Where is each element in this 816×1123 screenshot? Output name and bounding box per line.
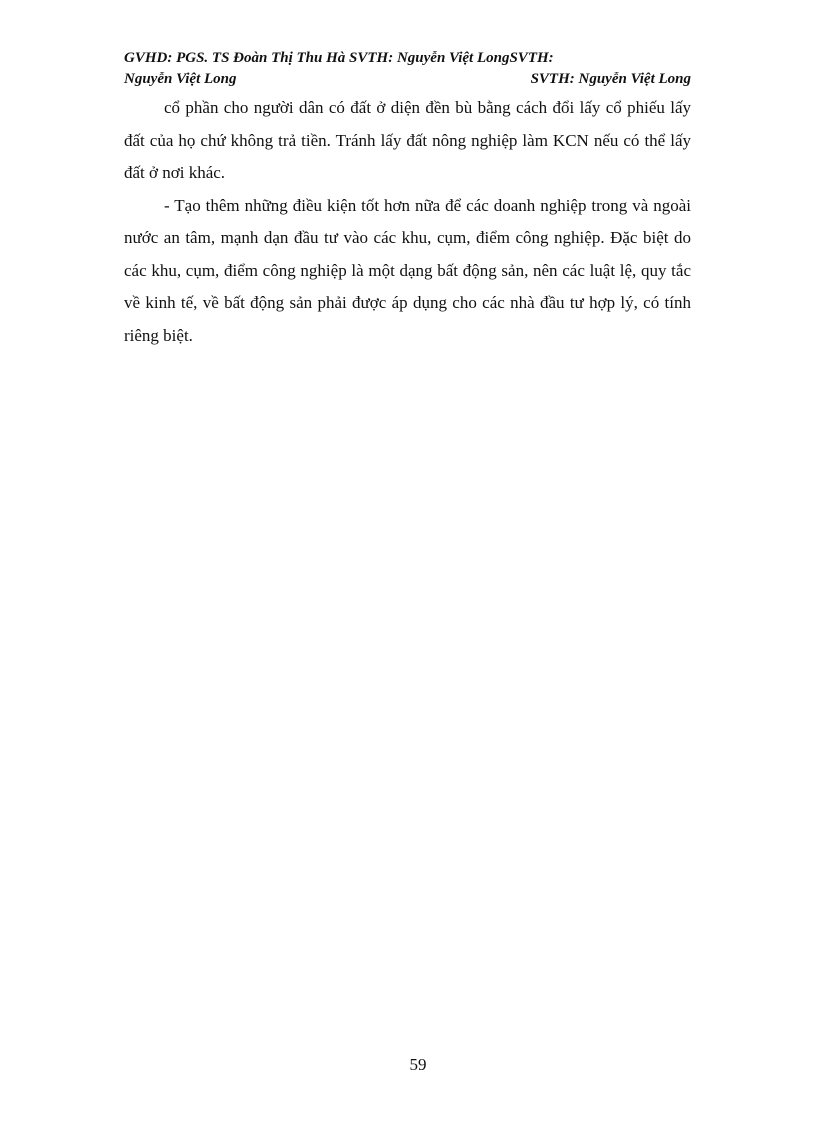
page-header [124,48,691,90]
header-advisor-line: GVHD: PGS. TS Đoàn Thị Thu Hà SVTH: Nguyễn Việt LongSVTH: [124,50,554,66]
body-paragraph-bullet: - Tạo thêm những điều kiện tốt hơn nữa để các doanh nghiệp trong và ngoài nước an tâm, mạnh dạn đầu tư vào các khu, cụm, điểm công nghiệp. Đặc biệt do các khu, cụm, điểm công nghiệp là một dạng bất động sản, nên các luật lệ, quy tắc về kinh tế, về bất động sản phải được áp dụng cho các nhà đầu tư hợp lý, có tính riêng biệt. [124,195,691,345]
body-paragraph-continuation: cổ phần cho người dân có đất ở diện đền bù bằng cách đổi lấy cổ phiếu lấy đất của họ chứ không trả tiền. Tránh lấy đất nông nghiệp làm KCN nếu có thể lấy đất ở nơi khác. [124,98,691,182]
header-author-line [124,69,691,90]
document-body [124,92,691,352]
page-number: 59 [409,1055,427,1074]
header-author-left: Nguyễn Việt Long [124,71,237,87]
header-author-right: SVTH: Nguyễn Việt Long [530,71,691,87]
